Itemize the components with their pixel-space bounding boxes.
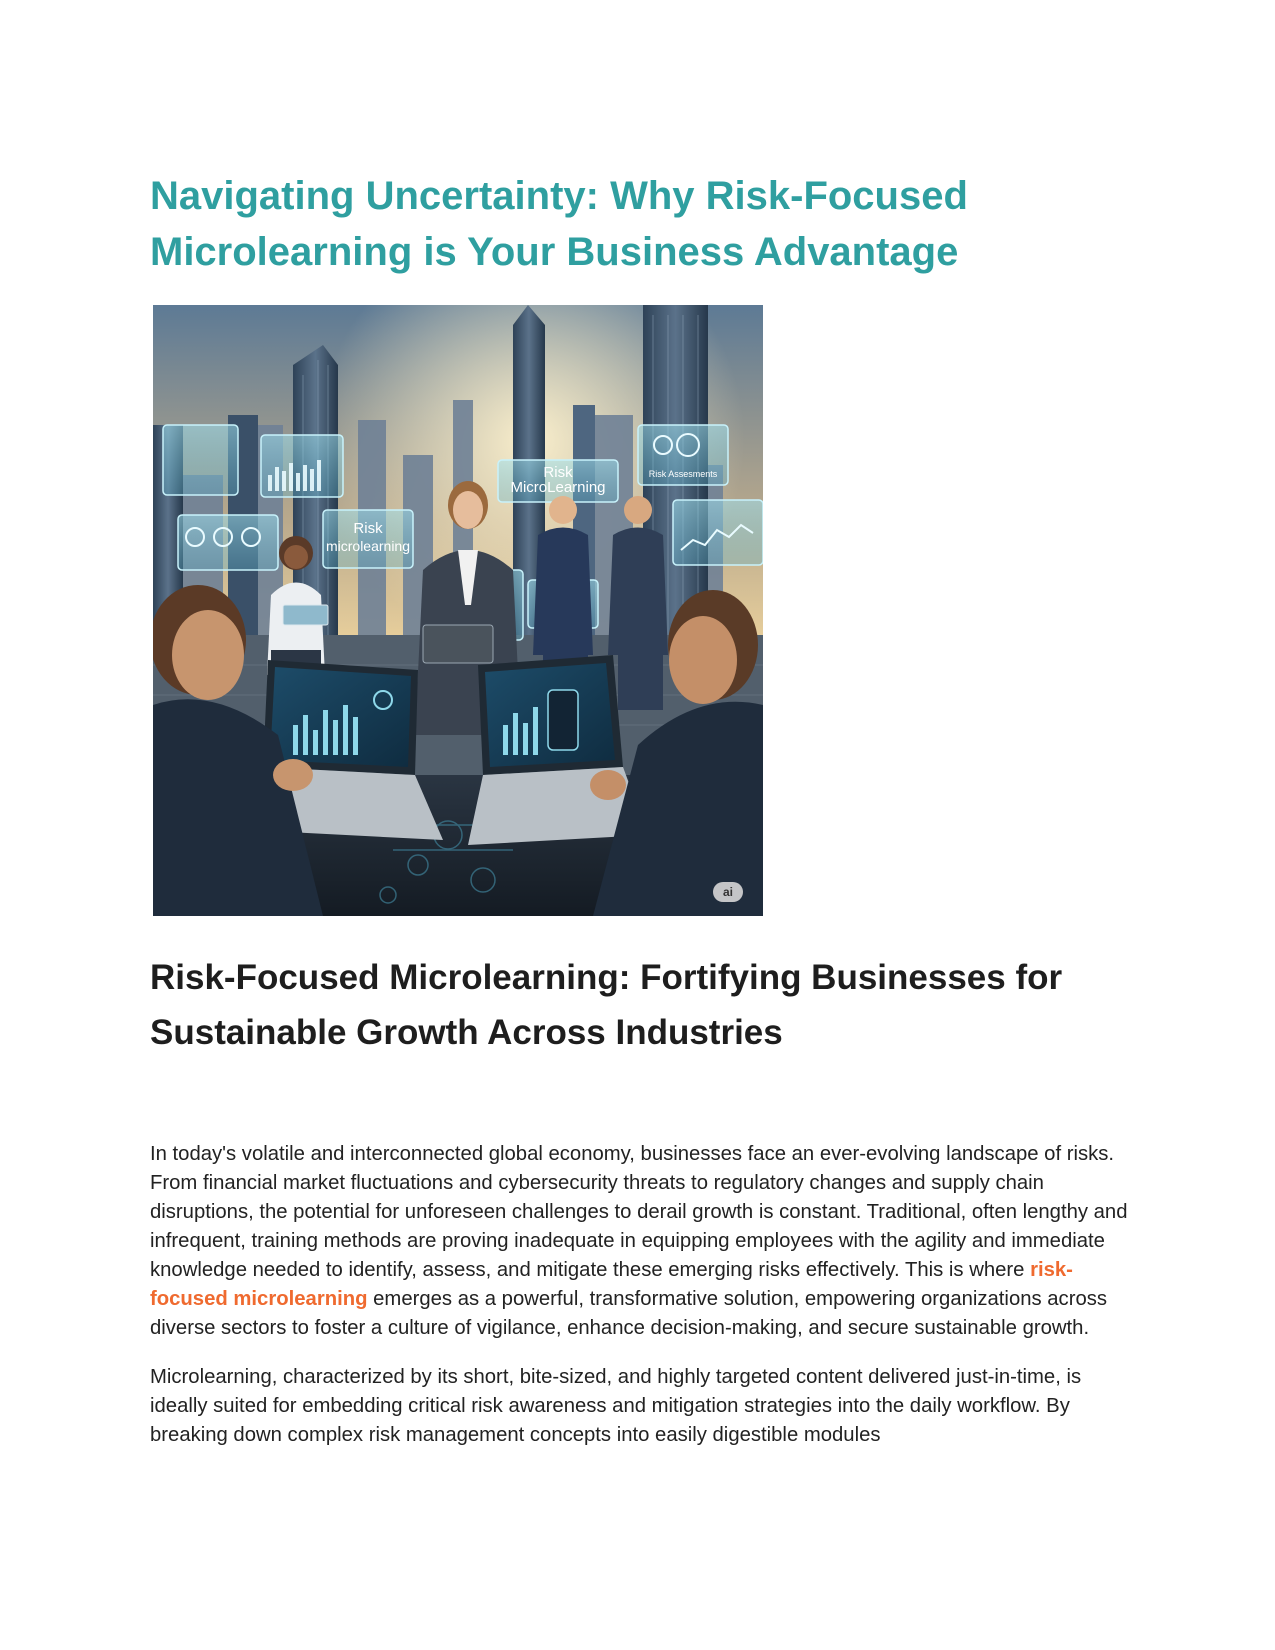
paragraph-intro-text-after: emerges as a powerful, transformative solution, empowering organizations across diverse sectors to foster a culture of vigilance, enhance decision-making, and secure sustainable growth. (150, 1288, 1108, 1339)
holo-label-risk-assessments: Risk Assesments (648, 469, 718, 479)
holo-label-risk-top: Risk (543, 464, 573, 481)
document-title: Navigating Uncertainty: Why Risk-Focused Microlearning is Your Business Advantage (150, 174, 968, 274)
ai-badge-label: ai (722, 885, 734, 899)
ai-watermark-icon (713, 882, 743, 902)
section-heading: Risk-Focused Microlearning: Fortifying Businesses for Sustainable Growth Across Industries (150, 958, 1063, 1052)
holo-label-microlearning-left: microlearning (325, 538, 411, 554)
paragraph-intro (150, 1140, 1130, 1343)
highlight-link[interactable]: risk-focused microlearning (150, 1259, 1073, 1310)
holo-label-risk-left: Risk (353, 520, 383, 537)
document-page (150, 168, 1130, 1450)
hero-illustration (153, 305, 763, 916)
paragraph-intro-text-before: In today's volatile and interconnected global economy, businesses face an ever-evolving landscape of risks. From financial market fluctuations and cybersecurity threats to regulatory changes and supply chain disruptions, the potential for unforeseen challenges to derail growth is constant. Traditional, often lengthy and infrequent, training methods are proving inadequate in equipping employees with the agility and immediate knowledge needed to identify, assess, and mitigate these emerging risks effectively. This is where (150, 1143, 1128, 1281)
holo-label-microlearning-top: MicroLearning (510, 479, 606, 496)
paragraph-microlearning: Microlearning, characterized by its short, bite-sized, and highly targeted content delivered just-in-time, is ideally suited for embedding critical risk awareness and mitigation strategies into the daily workflow. By breaking down complex risk management concepts into easily digestible modules (150, 1366, 1082, 1446)
